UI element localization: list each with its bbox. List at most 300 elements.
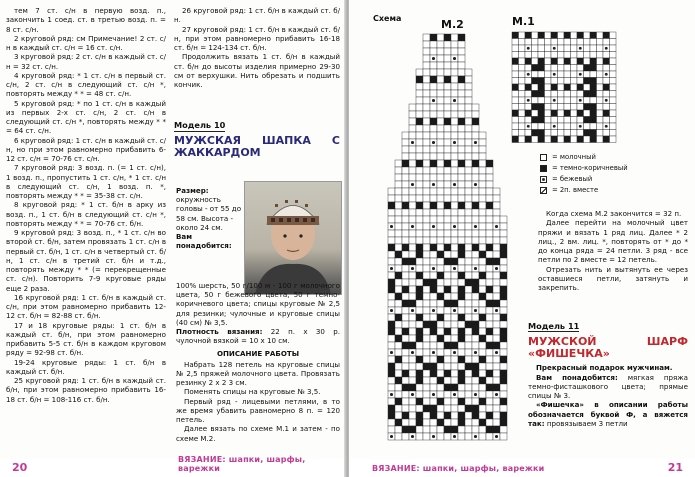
chart-cell [479, 272, 486, 279]
chart-cell [416, 237, 423, 244]
chart-cell [465, 146, 472, 153]
chart-cell [437, 412, 444, 419]
chart-cell [409, 251, 416, 258]
chart-cell [444, 300, 451, 307]
beige-stitch-dot [474, 309, 477, 312]
chart-cell [430, 90, 437, 97]
chart-cell [500, 398, 507, 405]
beige-stitch-dot [411, 183, 414, 186]
chart-legend [540, 152, 628, 196]
legend-item [540, 185, 628, 196]
beige-stitch-dot [527, 125, 530, 128]
beige-stitch-dot [605, 99, 608, 102]
chart-cell [416, 167, 423, 174]
chart-cell [500, 433, 507, 440]
chart-cell [500, 251, 507, 258]
chart-cell [451, 83, 458, 90]
chart-cell [493, 237, 500, 244]
chart-cell [486, 286, 493, 293]
chart-cell [402, 174, 409, 181]
chart-cell [402, 195, 409, 202]
chart-cell [451, 62, 458, 69]
chart-cell [590, 71, 597, 78]
chart-cell [451, 335, 458, 342]
chart-cell [538, 110, 545, 117]
chart-cell [388, 300, 395, 307]
chart-cell [472, 160, 479, 167]
chart-cell [486, 342, 493, 349]
chart-cell [564, 39, 571, 46]
chart-cell [472, 321, 479, 328]
paragraph: Далее перейти на молочный цвет пряжи и вязать 1 ряд лиц. Далее * 2 лиц., 2 вм. лиц. *, повторять от * до * до конца ряда = 24 петли. 3 ряд - все петли по 2 вместе = 12 петель. [538, 218, 688, 265]
chart-cell [584, 65, 591, 72]
chart-cell [465, 349, 472, 356]
chart-cell [532, 71, 539, 78]
chart-cell [465, 209, 472, 216]
chart-cell [395, 244, 402, 251]
chart-cell [451, 153, 458, 160]
chart-cell [479, 230, 486, 237]
chart-cell [437, 111, 444, 118]
chart-cell [458, 167, 465, 174]
chart-cell [610, 110, 617, 117]
paragraph: Продолжить вязать 1 ст. б/н в каждый ст. б/н до высоты изделия примерно 29-30 см от верхушки. Нить обрезать и подшить кончик. [174, 52, 340, 89]
chart-cell [423, 55, 430, 62]
beige-stitch-dot [474, 435, 477, 438]
chart-cell [444, 125, 451, 132]
chart-cell [444, 230, 451, 237]
chart-cell [430, 279, 437, 286]
chart-cell [545, 91, 552, 98]
chart-cell [430, 230, 437, 237]
chart-cell [590, 91, 597, 98]
chart-cell [465, 83, 472, 90]
beige-stitch-dot [553, 73, 556, 76]
chart-cell [493, 335, 500, 342]
chart-cell [465, 195, 472, 202]
magazine-footer-title: ВЯЗАНИЕ: шапки, шарфы, варежки [372, 464, 545, 473]
chart-cell [500, 384, 507, 391]
chart-cell [451, 258, 458, 265]
intro-text: Прекрасный подарок мужчинам. [536, 363, 673, 373]
chart-cell [402, 412, 409, 419]
chart-cell [416, 286, 423, 293]
chart-cell [437, 377, 444, 384]
chart-cell [430, 111, 437, 118]
chart-cell [402, 342, 409, 349]
chart-cell [395, 377, 402, 384]
chart-cell [388, 384, 395, 391]
chart-cell [430, 272, 437, 279]
chart-cell [395, 293, 402, 300]
chart-cell [430, 195, 437, 202]
beige-stitch-dot [495, 435, 498, 438]
chart-cell [590, 58, 597, 65]
left-column-2 [174, 6, 340, 161]
paragraph: 25 круговой ряд: 1 ст. б/н в каждый ст. б/н, при этом равномерно прибавить 16-18 ст. б/н = 108-116 ст. б/н. [6, 376, 166, 404]
beige-stitch-dot [411, 393, 414, 396]
beige-stitch-dot [432, 141, 435, 144]
chart-cell [479, 342, 486, 349]
chart-cell [402, 293, 409, 300]
chart-cell [409, 104, 416, 111]
beige-stitch-dot [453, 141, 456, 144]
chart-cell [388, 209, 395, 216]
chart-cell [500, 363, 507, 370]
chart-cell [525, 130, 532, 137]
chart-cell [486, 188, 493, 195]
chart-cell [430, 258, 437, 265]
chart-cell [493, 377, 500, 384]
chart-cell [430, 363, 437, 370]
chart-cell [402, 181, 409, 188]
chart-cell [430, 216, 437, 223]
chart-cell [519, 78, 526, 85]
chart-cell [409, 286, 416, 293]
beige-stitch-dot [453, 435, 456, 438]
chart-cell [423, 384, 430, 391]
chart-cell [437, 139, 444, 146]
chart-cell [519, 110, 526, 117]
chart-cell [402, 258, 409, 265]
chart-cell [465, 321, 472, 328]
chart-cell [430, 335, 437, 342]
chart-cell [430, 384, 437, 391]
chart-cell [472, 314, 479, 321]
paragraph: Когда схема М.2 закончится = 32 п. [546, 209, 682, 218]
chart-cell [409, 244, 416, 251]
chart-cell [402, 153, 409, 160]
chart-cell [532, 91, 539, 98]
beige-stitch-dot [390, 267, 393, 270]
man-in-hat-illustration [245, 182, 341, 294]
chart-cell [388, 419, 395, 426]
chart-cell [590, 84, 597, 91]
paragraph: 26 круговой ряд: 1 ст. б/н в каждый ст. б/н. [174, 6, 340, 25]
chart-cell [437, 342, 444, 349]
paragraph: 9 круговой ряд: 3 возд. п., * 1 ст. с/н во второй ст. б/н, затем провязать 1 ст. с/н в первый ст. б/н, 1 ст. с/н в четвертый ст. б/н, 1 ст. с/н в третий ст. б/н и т.д., повторять между * * (= перекрещенные ст. с/н). Повторить 7-9 круговые ряды еще 2 раза. [6, 228, 166, 293]
beige-stitch-dot [453, 57, 456, 60]
chart-cell [465, 426, 472, 433]
chart-cell [409, 230, 416, 237]
chart-cell [451, 34, 458, 41]
chart-cell [472, 230, 479, 237]
chart-cell [493, 272, 500, 279]
chart-cell [551, 65, 558, 72]
chart-cell [465, 188, 472, 195]
chart-cell [444, 111, 451, 118]
chart-cell [465, 251, 472, 258]
chart-cell [437, 62, 444, 69]
chart-cell [402, 244, 409, 251]
chart-cell [532, 45, 539, 52]
chart-cell [551, 58, 558, 65]
chart-cell [465, 216, 472, 223]
chart-cell [479, 153, 486, 160]
chart-cell [437, 104, 444, 111]
beige-stitch-dot [579, 47, 582, 50]
chart-cell [409, 216, 416, 223]
chart-cell [402, 384, 409, 391]
chart-cell [538, 136, 545, 143]
chart-cell [472, 244, 479, 251]
chart-cell [564, 78, 571, 85]
chart-cell [430, 69, 437, 76]
chart-cell [423, 335, 430, 342]
chart-cell [532, 110, 539, 117]
chart-cell [465, 286, 472, 293]
chart-cell [451, 405, 458, 412]
chart-cell [564, 130, 571, 137]
chart-cell [493, 321, 500, 328]
swatch-k2tog-icon [540, 187, 547, 194]
chart-cell [519, 58, 526, 65]
chart-cell [416, 349, 423, 356]
chart-cell [409, 384, 416, 391]
chart-cell [423, 279, 430, 286]
chart-cell [519, 71, 526, 78]
chart-cell [558, 32, 565, 39]
need-label: Вам понадобится: [536, 372, 618, 382]
chart-cell [597, 58, 604, 65]
chart-cell [545, 71, 552, 78]
chart-cell [610, 32, 617, 39]
paragraph: Далее вязать по схеме М.1 и затем - по схеме М.2. [176, 424, 340, 443]
chart-cell [532, 32, 539, 39]
chart-cell [451, 230, 458, 237]
chart-cell [416, 433, 423, 440]
chart-cell [409, 377, 416, 384]
chart-cell [519, 52, 526, 59]
chart-cell [423, 188, 430, 195]
chart-cell [590, 32, 597, 39]
chart-cell [409, 188, 416, 195]
chart-cell [451, 426, 458, 433]
chart-cell [472, 125, 479, 132]
chart-cell [465, 90, 472, 97]
chart-m2-label: М.2 [441, 18, 464, 31]
chart-cell [545, 104, 552, 111]
need-text: мягкая пряжа темно-фисташкового цвета; прямые спицы № 3. [528, 372, 688, 401]
chart-cell [430, 342, 437, 349]
chart-cell [571, 97, 578, 104]
chart-cell [416, 132, 423, 139]
chart-cell [577, 136, 584, 143]
chart-cell [451, 384, 458, 391]
chart-cell [597, 45, 604, 52]
chart-cell [451, 69, 458, 76]
chart-cell [479, 363, 486, 370]
beige-stitch-dot [390, 435, 393, 438]
chart-cell [479, 321, 486, 328]
chart-cell [519, 39, 526, 46]
chart-cell [416, 342, 423, 349]
note-label: «Фишечка» в описании работы обозначается буквой Ф, а вяжется так: [528, 400, 688, 429]
chart-cell [388, 293, 395, 300]
chart-cell [571, 123, 578, 130]
chart-cell [486, 370, 493, 377]
chart-cell [451, 272, 458, 279]
chart-cell [423, 146, 430, 153]
chart-cell [472, 412, 479, 419]
chart-cell [610, 39, 617, 46]
chart-cell [437, 160, 444, 167]
chart-cell [437, 55, 444, 62]
paragraph: 6 круговой ряд: 1 ст. с/н в каждый ст. с/н, но при этом равномерно прибавить 6-12 ст. с/н = 70-76 ст. с/н. [6, 135, 166, 163]
chart-cell [416, 293, 423, 300]
chart-cell [444, 272, 451, 279]
chart-cell [584, 71, 591, 78]
beige-stitch-dot [495, 225, 498, 228]
chart-cell [458, 111, 465, 118]
chart-cell [493, 370, 500, 377]
chart-cell [423, 328, 430, 335]
chart-cell [430, 188, 437, 195]
chart-cell [532, 117, 539, 124]
chart-cell [444, 209, 451, 216]
beige-stitch-dot [474, 141, 477, 144]
chart-cell [451, 314, 458, 321]
chart-cell [545, 45, 552, 52]
beige-stitch-dot [390, 309, 393, 312]
chart-cell [430, 41, 437, 48]
chart-cell [472, 279, 479, 286]
chart-cell [402, 167, 409, 174]
chart-cell [465, 300, 472, 307]
chart-cell [465, 314, 472, 321]
chart-cell [597, 91, 604, 98]
chart-cell [423, 181, 430, 188]
chart-cell [444, 251, 451, 258]
chart-cell [409, 370, 416, 377]
chart-cell [402, 188, 409, 195]
chart-cell [458, 83, 465, 90]
chart-cell [564, 58, 571, 65]
chart-cell [486, 419, 493, 426]
chart-cell [500, 356, 507, 363]
chart-cell [388, 251, 395, 258]
chart-cell [395, 174, 402, 181]
chart-cell [451, 132, 458, 139]
chart-cell [472, 251, 479, 258]
chart-cell [493, 216, 500, 223]
chart-cell [493, 328, 500, 335]
chart-cell [564, 52, 571, 59]
chart-cell [532, 84, 539, 91]
chart-cell [486, 412, 493, 419]
chart-cell [479, 377, 486, 384]
chart-cell [388, 230, 395, 237]
chart-cell [500, 265, 507, 272]
chart-cell [451, 104, 458, 111]
beige-stitch-dot [432, 393, 435, 396]
chart-cell [545, 110, 552, 117]
beige-stitch-dot [605, 47, 608, 50]
chart-cell [597, 110, 604, 117]
chart-cell [402, 223, 409, 230]
chart-cell [519, 84, 526, 91]
chart-cell [571, 78, 578, 85]
chart-cell [532, 39, 539, 46]
chart-cell [402, 335, 409, 342]
chart-cell [409, 419, 416, 426]
chart-cell [444, 90, 451, 97]
beige-stitch-dot [432, 435, 435, 438]
chart-cell [416, 153, 423, 160]
chart-cell [486, 363, 493, 370]
chart-cell [437, 433, 444, 440]
chart-cell [525, 78, 532, 85]
chart-cell [500, 258, 507, 265]
paragraph: Первый ряд - лицевыми петлями, в то же время убавить равномерно 8 п. = 120 петель. [176, 396, 340, 425]
chart-cell [416, 391, 423, 398]
chart-cell [458, 97, 465, 104]
chart-cell [472, 258, 479, 265]
chart-cell [479, 314, 486, 321]
chart-cell [525, 52, 532, 59]
chart-cell [444, 69, 451, 76]
chart-cell [465, 174, 472, 181]
beige-stitch-dot [553, 125, 556, 128]
chart-cell [465, 293, 472, 300]
chart-cell [437, 181, 444, 188]
chart-cell [437, 398, 444, 405]
chart-cell [590, 136, 597, 143]
chart-cell [597, 123, 604, 130]
chart-cell [577, 110, 584, 117]
chart-cell [423, 104, 430, 111]
chart-cell [493, 342, 500, 349]
chart-cell [416, 412, 423, 419]
chart-cell [465, 356, 472, 363]
chart-cell [402, 202, 409, 209]
chart-cell [409, 272, 416, 279]
chart-cell [493, 363, 500, 370]
chart-cell [395, 223, 402, 230]
chart-cell [500, 286, 507, 293]
chart-cell [395, 258, 402, 265]
chart-cell [423, 272, 430, 279]
chart-cell [603, 78, 610, 85]
chart-cell [444, 83, 451, 90]
chart-cell [500, 426, 507, 433]
chart-cell [465, 153, 472, 160]
chart-cell [444, 216, 451, 223]
model-title: МУЖСКОЙ ШАРФ «ФИШЕЧКА» [528, 335, 688, 361]
chart-cell [493, 405, 500, 412]
chart-cell [458, 398, 465, 405]
chart-cell [402, 279, 409, 286]
chart-cell [603, 117, 610, 124]
page-number: 20 [12, 461, 28, 474]
chart-cell [479, 307, 486, 314]
chart-cell [465, 370, 472, 377]
chart-cell [423, 419, 430, 426]
chart-cell [532, 65, 539, 72]
chart-cell [451, 237, 458, 244]
chart-cell [519, 117, 526, 124]
model-label: Модель 11 [528, 321, 580, 331]
chart-cell [458, 230, 465, 237]
chart-cell [409, 342, 416, 349]
chart-cell [538, 39, 545, 46]
chart-cell [465, 118, 472, 125]
chart-cell [395, 412, 402, 419]
chart-cell [451, 244, 458, 251]
chart-cell [395, 426, 402, 433]
chart-cell [437, 237, 444, 244]
chart-cell [423, 202, 430, 209]
